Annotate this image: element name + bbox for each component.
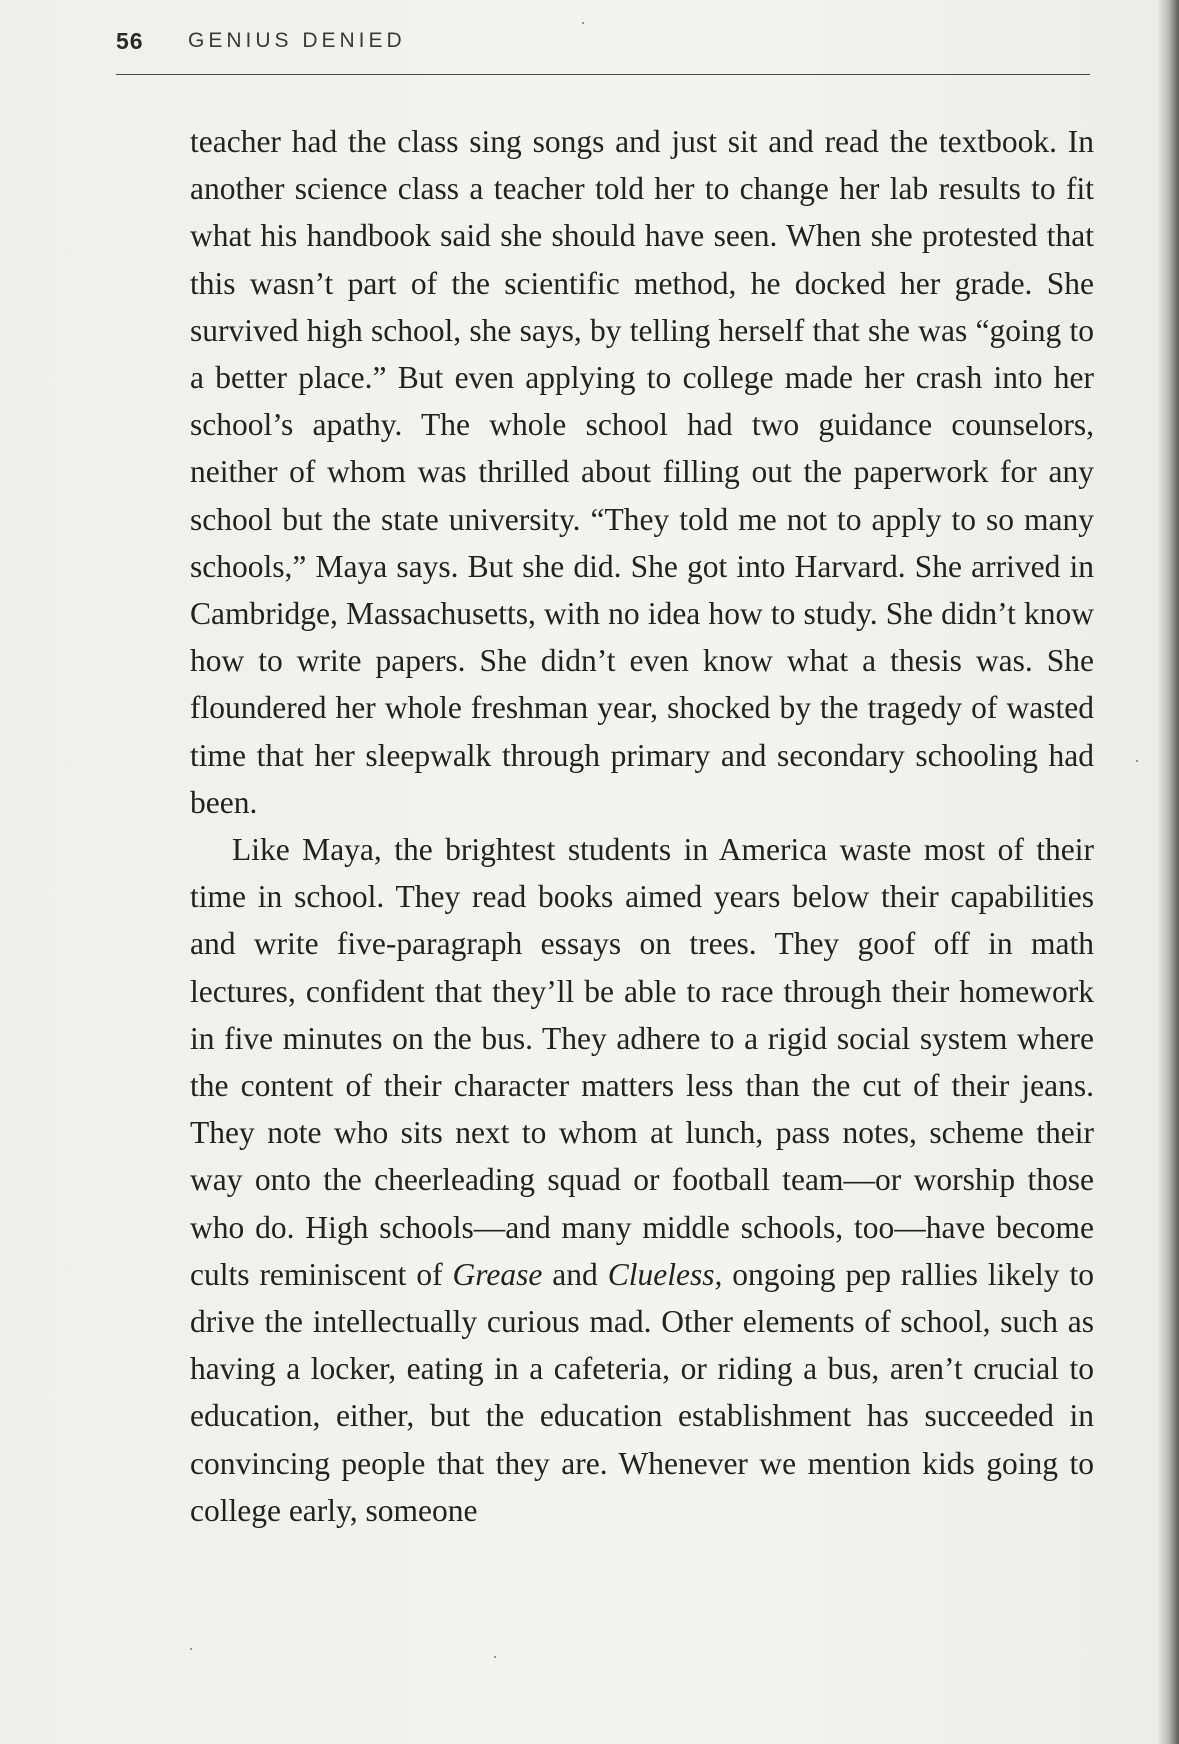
body-text <box>190 118 1094 1534</box>
page-number: 56 <box>116 28 144 54</box>
italic-title-grease: Grease <box>452 1256 543 1292</box>
paragraph-2-text-a: Like Maya, the brightest students in America waste most of their time in school. They read books aimed years below their capabilities and write five-paragraph essays on trees. They goof off in math lectures, confident that they’ll be able to race through their homework in five minutes on the bus. They adhere to a rigid social system where the content of their character matters less than the cut of their jeans. They note who sits next to whom at lunch, pass notes, scheme their way onto the cheerleading squad or football team—or worship those who do. High schools—and many middle schools, too—have become cults reminiscent of <box>190 832 1094 1292</box>
paper-speck <box>582 22 584 24</box>
header-rule <box>116 74 1090 75</box>
page-header <box>116 28 1086 78</box>
paragraph-2-text-c: ongoing pep rallies likely to drive the intellectually curious mad. Other elements of school, such as having a locker, eating in a cafeteria, or riding a bus, aren’t crucial to education, either, but the education establishment has succeeded in convincing people that they are. Whenever we mention kids going to college early, someone <box>190 1256 1095 1528</box>
paragraph-2 <box>190 826 1094 1534</box>
running-head: GENIUS DENIED <box>188 29 406 52</box>
paper-speck <box>190 1648 192 1650</box>
paragraph-2-text-b: and <box>542 1256 608 1292</box>
italic-title-clueless: Clueless, <box>607 1256 723 1292</box>
paragraph-1-text: teacher had the class sing songs and just sit and read the textbook. In another science class a teacher told her to change her lab results to fit what his handbook said she should have seen. When she protested that this wasn’t part of the scientific method, he docked her grade. She survived high school, she says, by telling herself that she was “going to a better place.” But even applying to college made her crash into her school’s apathy. The whole school had two guidance counselors, neither of whom was thrilled about filling out the paperwork for any school but the state university. “They told me not to apply to so many schools,” Maya says. But she did. She got into Harvard. She arrived in Cambridge, Massachusetts, with no idea how to study. She didn’t know how to write papers. She didn’t even know what a thesis was. She floundered her whole freshman year, shocked by the tragedy of wasted time that her sleepwalk through primary and secondary schooling had been. <box>190 124 1094 820</box>
paper-speck <box>1136 760 1138 762</box>
page-edge-shadow <box>1157 0 1179 1744</box>
paper-speck <box>494 1656 496 1658</box>
paragraph-1 <box>190 118 1094 826</box>
